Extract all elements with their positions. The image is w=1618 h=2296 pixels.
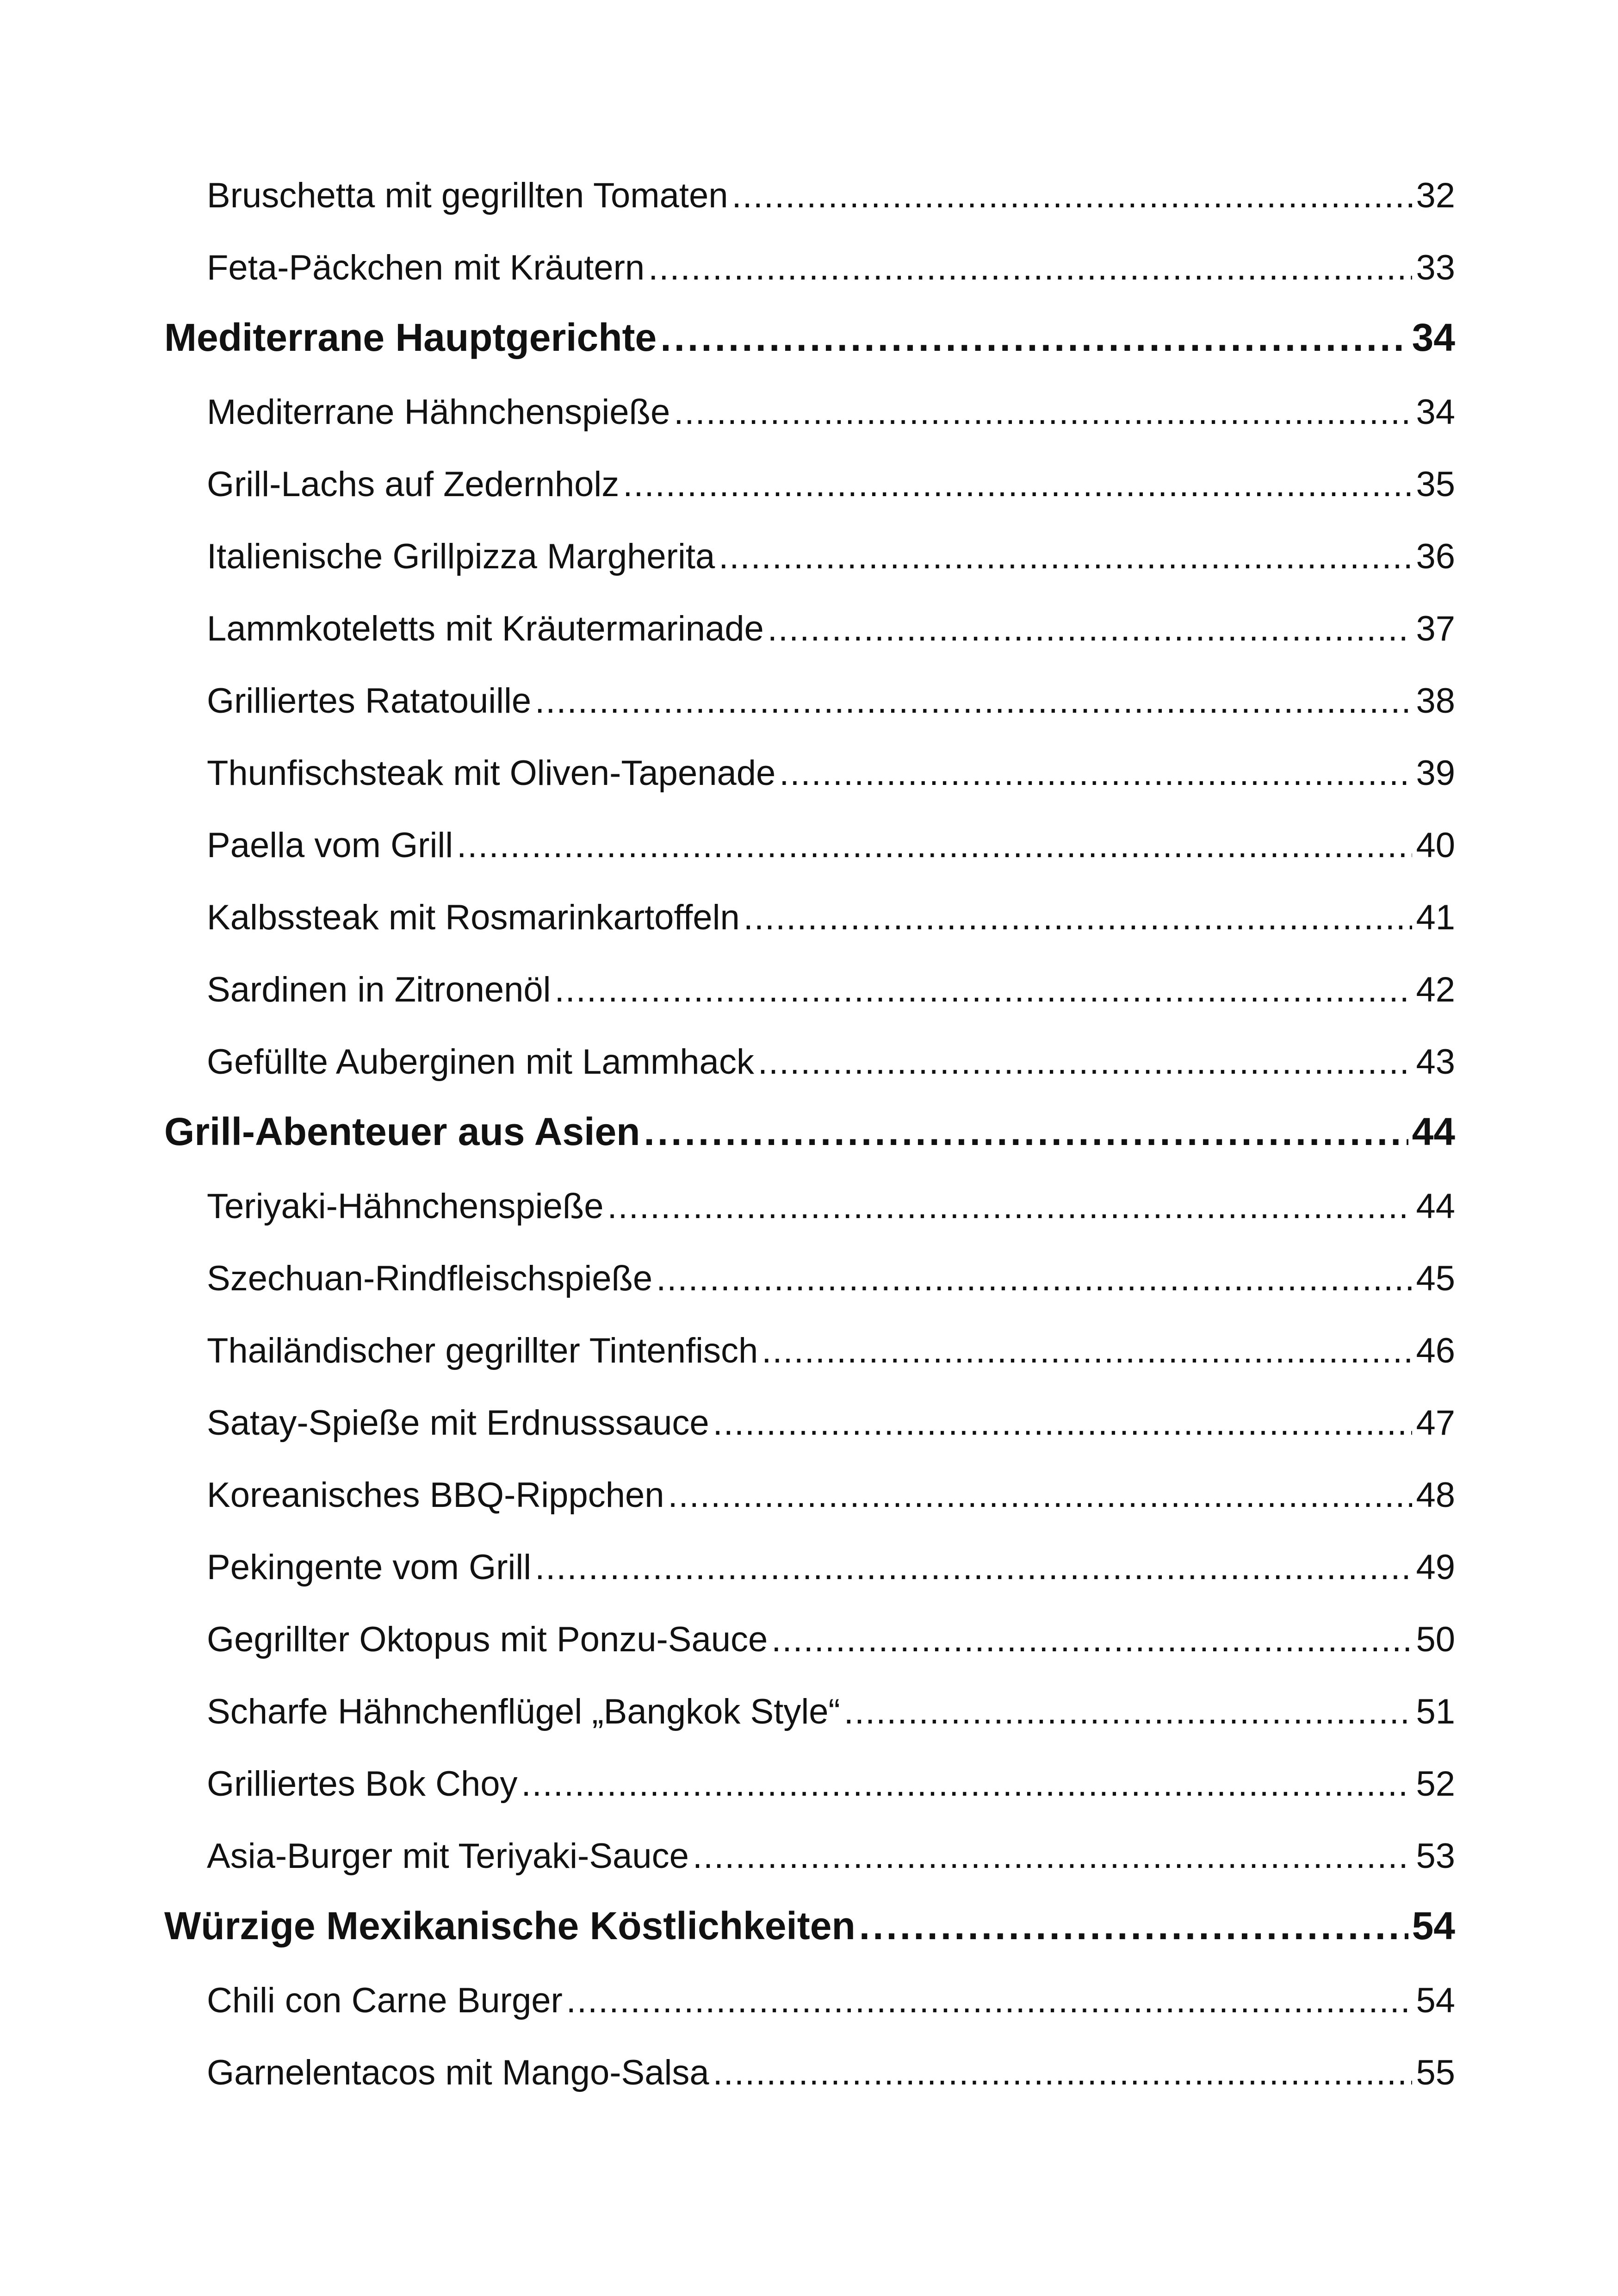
toc-entry[interactable] xyxy=(164,807,1455,879)
toc-dot-leader xyxy=(535,1547,1412,1587)
toc-entry[interactable] xyxy=(164,1818,1455,1890)
toc-entry-title: Grilliertes Ratatouille xyxy=(207,681,532,721)
toc-entry[interactable] xyxy=(164,157,1455,230)
toc-entry[interactable] xyxy=(164,374,1455,446)
table-of-contents xyxy=(164,157,1455,2107)
toc-page-number: 54 xyxy=(1416,1981,1455,2020)
toc-dot-leader xyxy=(648,248,1412,288)
toc-entry-title: Koreanisches BBQ-Rippchen xyxy=(207,1475,664,1515)
toc-page-number: 44 xyxy=(1416,1187,1455,1226)
toc-entry-title: Szechuan-Rindfleischspieße xyxy=(207,1259,653,1298)
toc-page-number: 55 xyxy=(1416,2053,1455,2092)
toc-entry-title: Gefüllte Auberginen mit Lammhack xyxy=(207,1042,754,1082)
toc-entry-title: Thunfischsteak mit Oliven-Tapenade xyxy=(207,753,776,793)
toc-entry-title: Mediterrane Hähnchenspieße xyxy=(207,392,670,432)
toc-dot-leader xyxy=(859,1904,1408,1948)
toc-dot-leader xyxy=(693,1836,1413,1876)
toc-dot-leader xyxy=(644,1109,1408,1154)
toc-page-number: 42 xyxy=(1416,970,1455,1009)
toc-page-number: 51 xyxy=(1416,1692,1455,1731)
toc-dot-leader xyxy=(608,1186,1413,1226)
toc-entry-title: Scharfe Hähnchenflügel „Bangkok Style“ xyxy=(207,1692,840,1731)
toc-dot-leader xyxy=(732,175,1413,216)
toc-entry[interactable] xyxy=(164,1674,1455,1746)
toc-page-number: 44 xyxy=(1412,1110,1455,1153)
toc-entry[interactable] xyxy=(164,735,1455,807)
toc-entry-title: Bruschetta mit gegrillten Tomaten xyxy=(207,176,728,215)
toc-dot-leader xyxy=(713,2053,1413,2093)
toc-dot-leader xyxy=(758,1042,1413,1082)
toc-page-number: 38 xyxy=(1416,681,1455,721)
toc-dot-leader xyxy=(668,1475,1413,1515)
toc-chapter-entry[interactable] xyxy=(164,302,1455,374)
toc-chapter-title: Würzige Mexikanische Köstlichkeiten xyxy=(164,1904,855,1948)
toc-page-number: 32 xyxy=(1416,176,1455,215)
toc-dot-leader xyxy=(660,315,1408,360)
toc-dot-leader xyxy=(719,536,1412,577)
toc-page-number: 53 xyxy=(1416,1836,1455,1876)
toc-page-number: 52 xyxy=(1416,1764,1455,1804)
toc-dot-leader xyxy=(566,1980,1413,2021)
toc-dot-leader xyxy=(771,1619,1412,1660)
toc-entry-title: Gegrillter Oktopus mit Ponzu-Sauce xyxy=(207,1620,768,1659)
toc-dot-leader xyxy=(555,970,1413,1010)
toc-entry[interactable] xyxy=(164,1457,1455,1529)
toc-entry-title: Satay-Spieße mit Erdnusssauce xyxy=(207,1403,709,1443)
toc-entry[interactable] xyxy=(164,1240,1455,1313)
toc-chapter-entry[interactable] xyxy=(164,1096,1455,1168)
toc-entry[interactable] xyxy=(164,1385,1455,1457)
toc-entry[interactable] xyxy=(164,518,1455,591)
toc-chapter-title: Grill-Abenteuer aus Asien xyxy=(164,1110,640,1153)
toc-dot-leader xyxy=(535,681,1412,721)
toc-entry[interactable] xyxy=(164,952,1455,1024)
toc-page-number: 46 xyxy=(1416,1331,1455,1370)
toc-page-number: 41 xyxy=(1416,898,1455,937)
toc-entry[interactable] xyxy=(164,879,1455,952)
toc-page-number: 43 xyxy=(1416,1042,1455,1082)
toc-entry-title: Grill-Lachs auf Zedernholz xyxy=(207,465,620,504)
toc-page-number: 49 xyxy=(1416,1548,1455,1587)
toc-dot-leader xyxy=(762,1331,1412,1371)
toc-dot-leader xyxy=(713,1403,1413,1443)
toc-entry[interactable] xyxy=(164,1024,1455,1096)
toc-dot-leader xyxy=(656,1258,1412,1299)
toc-entry[interactable] xyxy=(164,1962,1455,2035)
toc-entry-title: Thailändischer gegrillter Tintenfisch xyxy=(207,1331,758,1370)
toc-entry-title: Kalbssteak mit Rosmarinkartoffeln xyxy=(207,898,740,937)
toc-entry-title: Paella vom Grill xyxy=(207,826,453,865)
toc-entry-title: Italienische Grillpizza Margherita xyxy=(207,537,715,576)
toc-page-number: 40 xyxy=(1416,826,1455,865)
toc-page-number: 39 xyxy=(1416,753,1455,793)
toc-entry-title: Grilliertes Bok Choy xyxy=(207,1764,518,1804)
toc-chapter-title: Mediterrane Hauptgerichte xyxy=(164,316,657,359)
toc-page-number: 50 xyxy=(1416,1620,1455,1659)
toc-page-number: 35 xyxy=(1416,465,1455,504)
toc-dot-leader xyxy=(768,609,1413,649)
toc-dot-leader xyxy=(844,1692,1413,1732)
toc-page-number: 34 xyxy=(1412,316,1455,359)
toc-dot-leader xyxy=(744,897,1413,938)
toc-entry[interactable] xyxy=(164,1168,1455,1240)
toc-entry-title: Teriyaki-Hähnchenspieße xyxy=(207,1187,604,1226)
toc-entry-title: Chili con Carne Burger xyxy=(207,1981,563,2020)
toc-page-number: 54 xyxy=(1412,1904,1455,1948)
toc-chapter-entry[interactable] xyxy=(164,1890,1455,1962)
toc-entry-title: Lammkoteletts mit Kräutermarinade xyxy=(207,609,764,648)
toc-entry[interactable] xyxy=(164,1746,1455,1818)
toc-dot-leader xyxy=(674,392,1412,432)
toc-entry-title: Sardinen in Zitronenöl xyxy=(207,970,551,1009)
toc-page-number: 48 xyxy=(1416,1475,1455,1515)
toc-page-number: 34 xyxy=(1416,392,1455,432)
toc-dot-leader xyxy=(779,753,1412,793)
toc-page-number: 47 xyxy=(1416,1403,1455,1443)
toc-page-number: 37 xyxy=(1416,609,1455,648)
toc-page-number: 45 xyxy=(1416,1259,1455,1298)
toc-entry[interactable] xyxy=(164,663,1455,735)
toc-entry[interactable] xyxy=(164,1529,1455,1601)
toc-entry[interactable] xyxy=(164,1601,1455,1674)
toc-dot-leader xyxy=(457,825,1412,865)
toc-entry[interactable] xyxy=(164,591,1455,663)
toc-dot-leader xyxy=(521,1764,1413,1804)
toc-entry-title: Feta-Päckchen mit Kräutern xyxy=(207,248,645,287)
toc-entry[interactable] xyxy=(164,446,1455,518)
toc-entry[interactable] xyxy=(164,230,1455,302)
toc-entry[interactable] xyxy=(164,1313,1455,1385)
toc-entry-title: Asia-Burger mit Teriyaki-Sauce xyxy=(207,1836,689,1876)
toc-page-number: 33 xyxy=(1416,248,1455,287)
toc-page-number: 36 xyxy=(1416,537,1455,576)
toc-entry-title: Pekingente vom Grill xyxy=(207,1548,532,1587)
toc-entry-title: Garnelentacos mit Mango-Salsa xyxy=(207,2053,709,2092)
toc-entry[interactable] xyxy=(164,2035,1455,2107)
toc-dot-leader xyxy=(623,464,1412,504)
